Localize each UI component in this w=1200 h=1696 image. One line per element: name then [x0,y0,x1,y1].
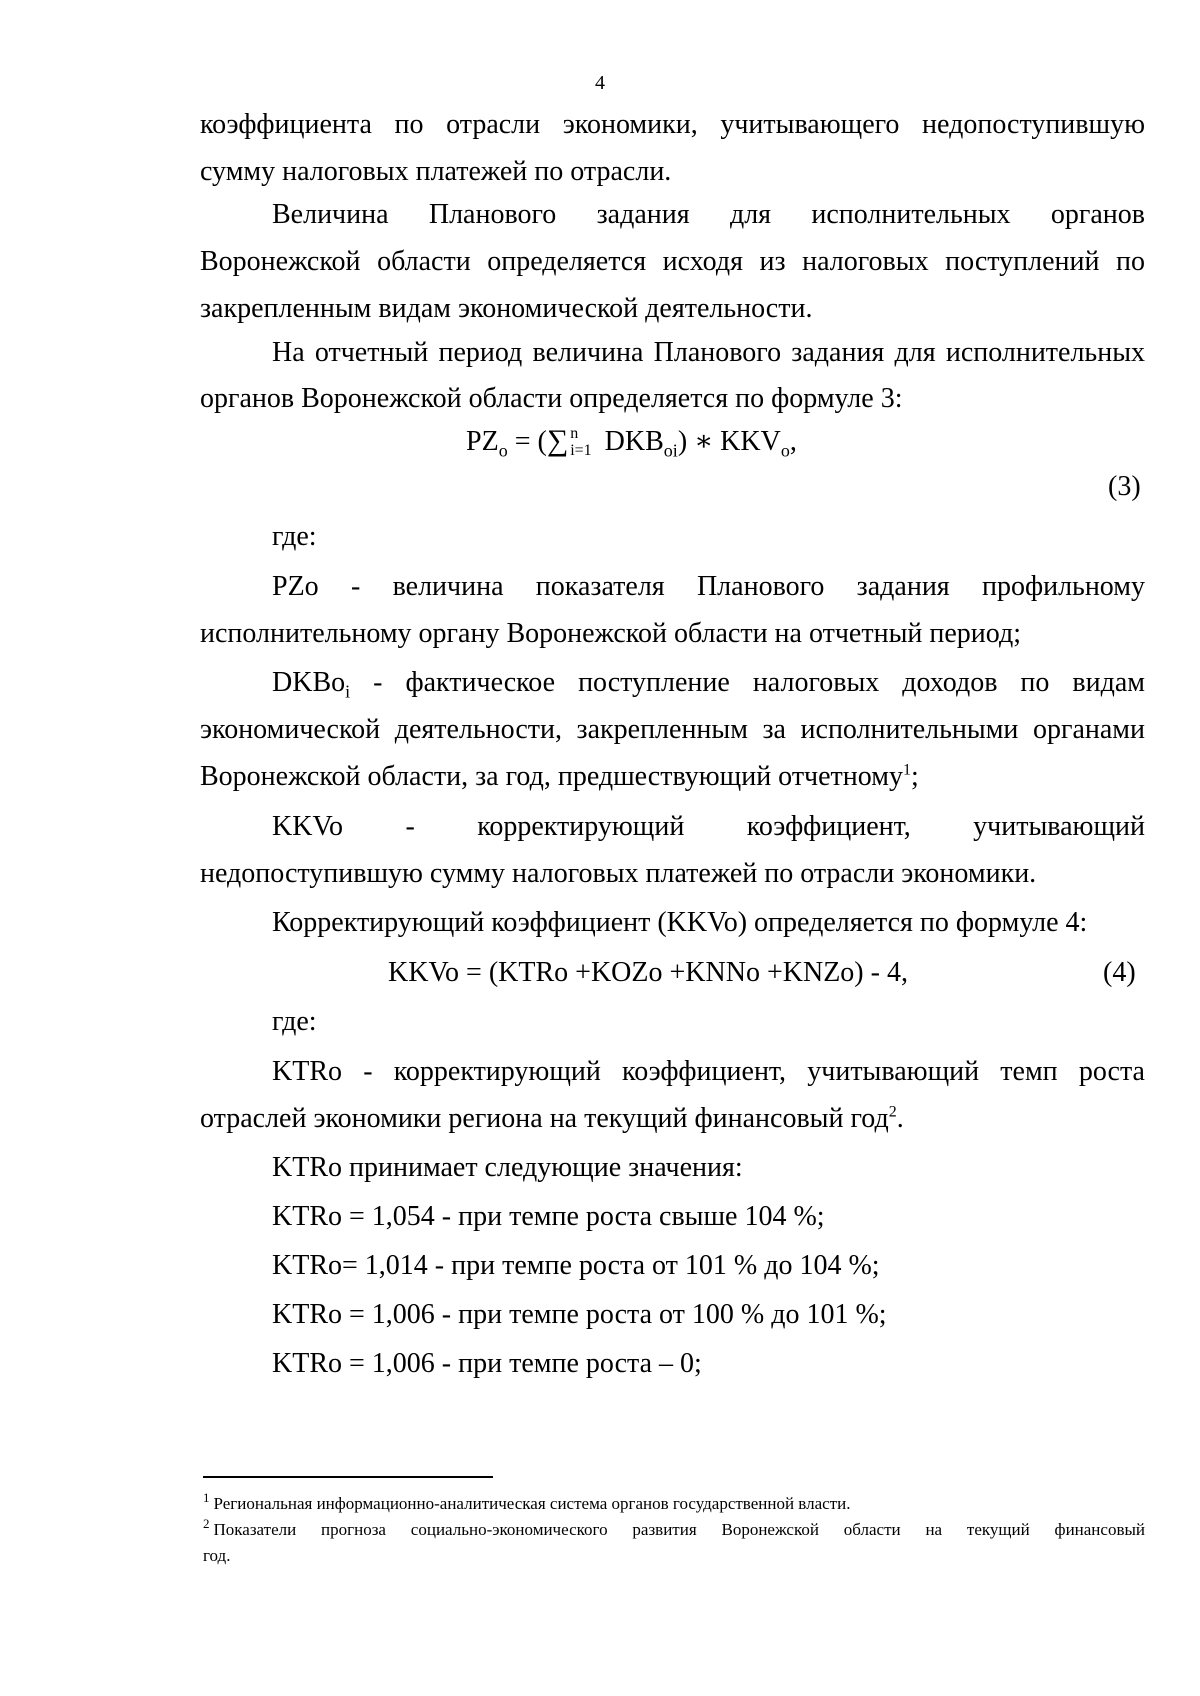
definition-line: PZo - величина показателя Планового задания профильному [272,571,1145,602]
sum-symbol: ∑ [546,424,569,457]
ktro-value-line: KTRo = 1,006 - при темпе роста – 0; [272,1348,702,1379]
paragraph-line: На отчетный период величина Планового задания для исполнительных [272,337,1145,368]
definition-line: KTRo - корректирующий коэффициент, учитывающий темп роста [272,1056,1145,1087]
definition-line: недопоступившую сумму налоговых платежей по отрасли экономики. [200,858,1037,889]
paragraph-line: Воронежской области определяется исходя из налоговых поступлений по [200,246,1145,277]
footnote-ref-1: 1 [902,761,911,779]
where-label: где: [272,521,317,552]
definition-line: экономической деятельности, закрепленным за исполнительными органами [200,714,1145,745]
formula-3: $PZ_o$ = (∑ n i=1 $DKB_{oi}$) ∗ $KKV_o$, [466,424,797,461]
formula-3-number: (3) [1108,471,1141,502]
definition-line: DKBo$_i$ - фактическое поступление налоговых доходов по видам [272,667,1145,702]
where-label: где: [272,1006,317,1037]
paragraph-line: коэффициента по отрасли экономики, учитывающего недопоступившую [200,109,1145,140]
paragraph-line: Величина Планового задания для исполнительных органов [272,199,1145,230]
paragraph-line: органов Воронежской области определяется по формуле 3: [200,383,903,414]
footnote-1: $^1$ Региональная информационно-аналитическая система органов государственной власти. [203,1490,851,1513]
paragraph-line: сумму налоговых платежей по отрасли. [200,156,672,187]
definition-line: исполнительному органу Воронежской области на отчетный период; [200,618,1021,649]
paragraph-line: KTRo принимает следующие значения: [272,1152,743,1183]
definition-line: KKVo - корректирующий коэффициент, учитывающий [272,811,1145,842]
definition-line: отраслей экономики региона на текущий финансовый год$^2$. [200,1103,904,1134]
paragraph-line: Корректирующий коэффициент (KKVo) определяется по формуле 4: [272,907,1088,938]
footnote-2: $^2$ Показатели прогноза социально-экономического развития Воронежской области на текущий финансовый [203,1516,1145,1539]
footnote-2-continuation: год. [203,1546,231,1565]
definition-line: Воронежской области, за год, предшествующий отчетному$^1$; [200,761,919,792]
sum-limits: n i=1 [570,424,592,459]
ktro-value-line: KTRo= 1,014 - при темпе роста от 101 % до 104 %; [272,1250,880,1281]
formula-4: KKVo = (KTRo +KOZo +KNNo +KNZo) - 4, [388,957,908,988]
paragraph-line: закрепленным видам экономической деятельности. [200,293,813,324]
ktro-value-line: KTRo = 1,054 - при темпе роста свыше 104 %; [272,1201,825,1232]
footnote-separator [203,1476,493,1478]
footnote-ref-2: 2 [888,1103,897,1121]
page-number: 4 [595,72,605,94]
ktro-value-line: KTRo = 1,006 - при темпе роста от 100 % до 101 %; [272,1299,887,1330]
formula-4-number: (4) [1103,957,1136,988]
